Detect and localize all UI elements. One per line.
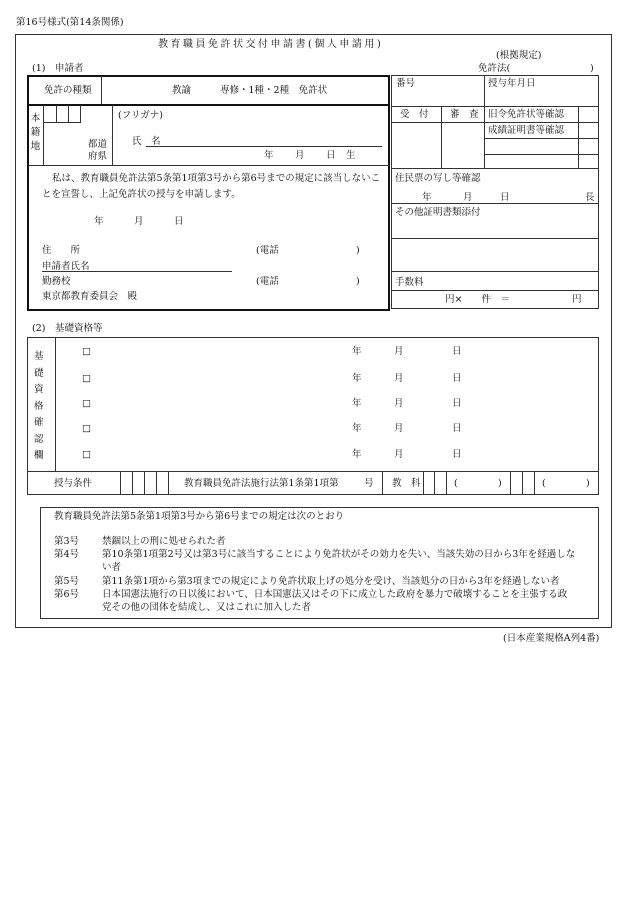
phone-close-1: ) (356, 245, 360, 256)
addressee: 東京都教育委員会 殿 (42, 291, 138, 302)
note-text: 日本国憲法施行の日以後において、日本国憲法又はその下に成立した政府を暴力で破壊することを主張する政 (102, 589, 568, 600)
qualification-year: 年 (352, 373, 362, 384)
basis-label: (根拠規定) (496, 50, 542, 61)
residence-check-label: 住民票の写し等確認 (395, 173, 481, 184)
qualification-day: 日 (452, 346, 462, 357)
note-text: 第11条第1項から第3項までの規定により免許状取上げの処分を受け、当該処分の日から3年を経過しない者 (102, 576, 560, 587)
qualification-year: 年 (352, 346, 362, 357)
applicant-name-line[interactable] (42, 271, 232, 272)
qualification-day: 日 (452, 398, 462, 409)
qualification-month: 月 (394, 423, 404, 434)
qualification-day: 日 (452, 449, 462, 460)
enforcement-text: 教育職員免許法施行法第1条第1項第 (184, 478, 339, 489)
qualification-month: 月 (394, 373, 404, 384)
qualification-checkbox[interactable]: □ (82, 346, 91, 357)
transcript-check-label: 成績証明書等確認 (488, 125, 565, 136)
declaration-text: 私は、教育職員免許法第5条第1項第3号から第6号までの規定に該当しないことを宣誓し、上記免許状の授与を申請します。 (42, 173, 381, 200)
phone-label-1: (電話 (256, 245, 279, 256)
qualification-year: 年 (352, 423, 362, 434)
residence-month: 月 (463, 192, 473, 203)
review-label: 審 査 (450, 109, 479, 120)
license-type-label: 免許の種類 (44, 85, 92, 96)
phone-close-2: ) (356, 276, 360, 287)
qualification-month: 月 (394, 346, 404, 357)
chief-label: 長 (585, 192, 595, 203)
enforcement-suffix: 号 (364, 478, 374, 489)
subject-1-open: ( (454, 478, 458, 489)
license-type-value[interactable]: 専修・1種・2種 免許状 (220, 85, 328, 96)
license-type-prefix: 教諭 (172, 85, 192, 96)
applicant-name-label: 申請者氏名 (42, 261, 90, 272)
section-1-heading: (1) 申請者 (32, 63, 84, 74)
school-label: 勤務校 (42, 276, 71, 287)
prefecture-label-1: 都道 (88, 139, 108, 150)
fee-yen: 円 (572, 294, 582, 305)
grant-date-label: 授与年月日 (488, 78, 536, 89)
note-number: 第3号 (54, 536, 80, 547)
date-day: 日 (174, 216, 184, 227)
form-number: 第16号様式(第14条関係) (16, 17, 124, 28)
qualification-month: 月 (394, 398, 404, 409)
phone-label-2: (電話 (256, 276, 279, 287)
domicile-label: 本籍地 (30, 113, 41, 152)
license-law-close: ) (590, 63, 594, 74)
note-text: 第10条第1項第2号又は第3号に該当することにより免許状がその効力を失い、当該失効の日から3年を経過しな (102, 549, 576, 560)
notes-intro: 教育職員免許法第5条第1項第3号から第6号までの規定は次のとおり (54, 511, 345, 522)
birth-day: 日 (326, 150, 336, 161)
birth-suffix: 生 (346, 150, 356, 161)
name-label: 氏 名 (132, 136, 161, 147)
subject-label: 教 科 (392, 478, 421, 489)
qualification-day: 日 (452, 373, 462, 384)
subject-1-close: ) (498, 478, 502, 489)
note-number: 第5号 (54, 576, 80, 587)
qualification-checkbox[interactable]: □ (82, 449, 91, 460)
qualification-year: 年 (352, 398, 362, 409)
note-number: 第4号 (54, 549, 80, 560)
note-text: い者 (102, 562, 122, 573)
form-title: 教育職員免許状交付申請書(個人申請用) (158, 39, 384, 50)
basic-qual-label: 基礎資格確認欄 (34, 351, 44, 461)
name-line[interactable] (146, 146, 382, 147)
fee-formula: 円× 件 ＝ (445, 294, 510, 305)
grant-condition-label: 授与条件 (54, 478, 93, 489)
license-law-label: 免許法( (478, 63, 511, 74)
note-number: 第6号 (54, 589, 80, 600)
note-text: 禁錮以上の刑に処せられた者 (102, 536, 226, 547)
qualification-checkbox[interactable]: □ (82, 373, 91, 384)
number-label: 番号 (396, 78, 416, 89)
subject-2-open: ( (542, 478, 546, 489)
qualification-day: 日 (452, 423, 462, 434)
reception-label: 受 付 (400, 109, 429, 120)
old-license-check-label: 旧令免許状等確認 (488, 109, 565, 120)
date-month: 月 (134, 216, 144, 227)
qualification-checkbox[interactable]: □ (82, 423, 91, 434)
birth-month: 月 (295, 150, 305, 161)
subject-2-close: ) (586, 478, 590, 489)
birth-year: 年 (264, 150, 274, 161)
qualification-month: 月 (394, 449, 404, 460)
date-year: 年 (94, 216, 104, 227)
residence-year: 年 (422, 192, 432, 203)
section-2-heading: (2) 基礎資格等 (32, 323, 103, 334)
address-label: 住 所 (42, 245, 81, 256)
note-text: 党その他の団体を結成し、又はこれに加入した者 (102, 602, 312, 613)
furigana-label: (フリガナ) (118, 110, 163, 121)
prefecture-label-2: 府県 (88, 151, 108, 162)
fee-label: 手数料 (395, 277, 424, 288)
residence-day: 日 (500, 192, 510, 203)
other-docs-label: その他証明書類添付 (395, 207, 481, 218)
qualification-checkbox[interactable]: □ (82, 398, 91, 409)
qualification-year: 年 (352, 449, 362, 460)
paper-size: (日本産業規格A列4番) (503, 633, 600, 644)
